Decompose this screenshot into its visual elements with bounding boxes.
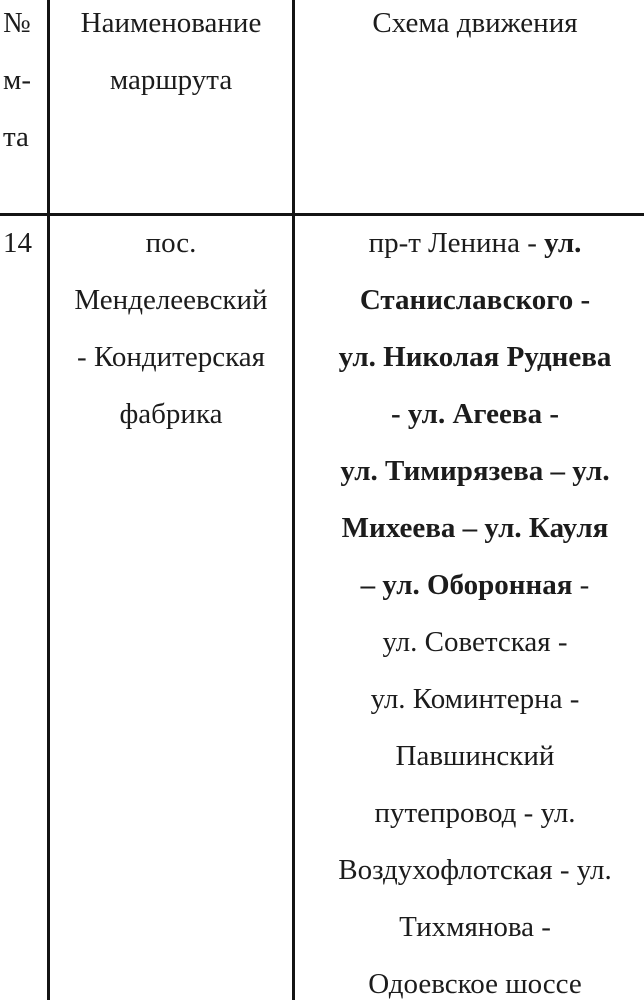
scheme-segment-bold: Станиславского - (359, 284, 591, 316)
header-scheme-cell (295, 0, 644, 52)
scheme-line (295, 956, 644, 1000)
header-name-line: Наименование (80, 7, 262, 39)
scheme-segment: - (572, 569, 590, 601)
scheme-line (295, 899, 644, 956)
scheme-segment: ул. Коминтерна - (370, 683, 580, 715)
scheme-segment-bold: ул. Тимирязева – ул. (340, 455, 610, 487)
scheme-line (295, 443, 644, 500)
scheme-segment-bold: - ул. Агеева - (391, 398, 559, 430)
route-name-line: - Кондитерская (77, 341, 265, 373)
scheme-line (295, 614, 644, 671)
scheme-line (295, 329, 644, 386)
route-number: 14 (3, 227, 32, 259)
header-number-cell (3, 0, 47, 166)
header-number-line: м- (3, 64, 32, 96)
route-name-line: Менделеевский (74, 284, 268, 316)
scheme-line (295, 500, 644, 557)
scheme-line (295, 386, 644, 443)
header-number-line: та (3, 121, 29, 153)
scheme-segment: путепровод - ул. (374, 797, 576, 829)
scheme-line (295, 272, 644, 329)
scheme-line (295, 671, 644, 728)
scheme-segment-bold: Михеева – ул. Кауля (341, 512, 609, 544)
scheme-segment: пр-т Ленина - (368, 227, 545, 259)
scheme-segment: Павшинский (395, 740, 555, 772)
route-name-line: фабрика (119, 398, 223, 430)
scheme-line (295, 557, 644, 614)
scheme-line (295, 215, 644, 272)
row-name-cell (50, 215, 292, 443)
scheme-segment: ул. Советская - (382, 626, 568, 658)
scheme-line (295, 842, 644, 899)
scheme-segment: Тихмянова - (399, 911, 551, 943)
header-scheme-line: Схема движения (372, 7, 578, 39)
header-number-line: № (3, 7, 31, 39)
scheme-segment-bold: ул. Николая Руднева (338, 341, 612, 373)
scheme-segment: Воздухофлотская - ул. (338, 854, 612, 886)
row-number-cell (3, 215, 47, 272)
header-name-line: маршрута (109, 64, 233, 96)
scheme-line (295, 728, 644, 785)
row-scheme-cell (295, 215, 644, 1000)
scheme-segment-bold: ул. (544, 227, 582, 259)
header-name-cell (50, 0, 292, 109)
scheme-segment-bold: – ул. Оборонная (360, 569, 573, 601)
scheme-segment: Одоевское шоссе (368, 968, 582, 1000)
scheme-line (295, 785, 644, 842)
column-divider-number (47, 0, 50, 1000)
route-name-line: пос. (145, 227, 197, 259)
